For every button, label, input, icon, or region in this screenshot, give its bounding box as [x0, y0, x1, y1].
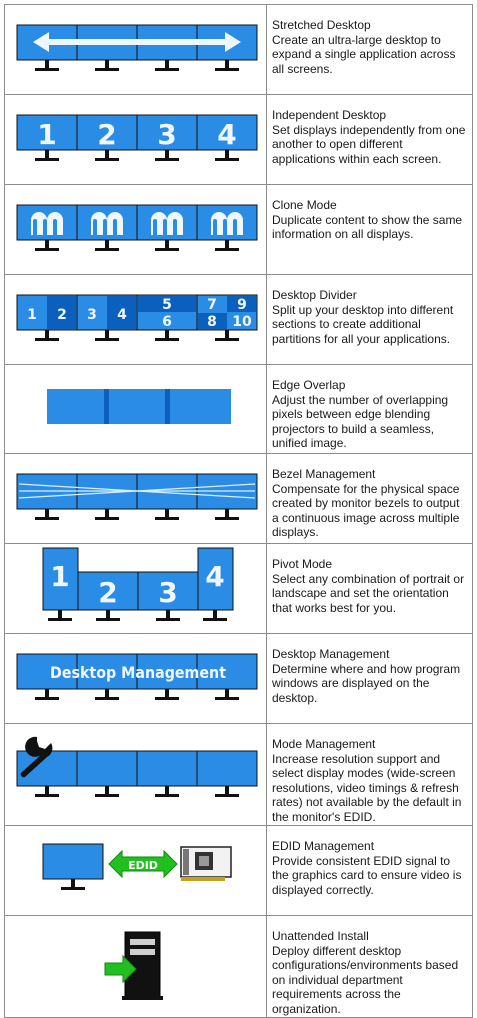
feature-description: Select any combination of portrait or landscape and set the orientation that works best for you. [272, 571, 465, 615]
partition-number: 2 [57, 307, 67, 323]
feature-title: Desktop Divider [272, 288, 357, 302]
numbered-monitors-icon [5, 95, 266, 184]
feature-title: Clone Mode [272, 198, 337, 212]
feature-description: Adjust the number of overlapping pixels between edge blending projectors to build a seamless, unified image. [272, 392, 449, 451]
feature-title: Edge Overlap [272, 378, 346, 392]
feature-title: Independent Desktop [272, 108, 387, 122]
monitor-number: 3 [157, 118, 177, 151]
feature-title: Stretched Desktop [272, 18, 371, 32]
monitor-number: 3 [158, 576, 178, 609]
feature-row-bezel [5, 454, 473, 544]
feature-description: Duplicate content to show the same information on all displays. [272, 212, 463, 242]
partition-number: 3 [87, 307, 97, 323]
feature-row-edid [5, 826, 473, 916]
feature-row-divider [5, 275, 473, 365]
monitor-number: 1 [50, 560, 70, 593]
feature-description: Deploy different desktop configurations/environments based on individual department requirements across the organization. [272, 943, 459, 1016]
partition-number: 1 [27, 307, 37, 323]
partition-number: 7 [207, 297, 217, 313]
feature-title: Bezel Management [272, 467, 376, 481]
feature-title: Desktop Management [272, 647, 390, 661]
wrench-illustration [5, 724, 266, 825]
partition-number: 5 [162, 297, 172, 313]
feature-row-stretched [5, 5, 473, 95]
desktop-management-icon [5, 634, 266, 723]
feature-row-independent [5, 95, 473, 185]
desktop-management-banner: Desktop Management [50, 663, 227, 682]
partition-number: 10 [232, 314, 252, 330]
double-arrow-icon [5, 5, 266, 94]
feature-description: Provide consistent EDID signal to the graphics card to ensure video is displayed correctly. [272, 853, 462, 897]
logo-m-icon [5, 185, 266, 274]
feature-row-install [5, 916, 473, 1018]
monitor-number: 1 [37, 118, 57, 151]
feature-description: Set displays independently from one another to open different applications within each screen. [272, 122, 466, 166]
edid-badge: EDID [128, 859, 158, 872]
monitor-number: 4 [205, 560, 225, 593]
partition-number: 8 [207, 314, 217, 330]
feature-row-overlap [5, 365, 473, 454]
feature-row-clone [5, 185, 473, 275]
feature-title: Mode Management [272, 737, 376, 751]
feature-row-desktop-management [5, 634, 473, 724]
feature-description: Determine where and how program windows are displayed on the desktop. [272, 661, 461, 705]
monitor-number: 2 [97, 118, 117, 151]
edid-arrow-icon [5, 826, 266, 915]
projector-blend-icon [5, 365, 266, 453]
feature-table [4, 4, 473, 1018]
feature-title: Unattended Install [272, 929, 369, 943]
pivot-monitors-icon [5, 544, 266, 633]
monitor-number: 4 [217, 118, 237, 151]
partition-icon [5, 275, 266, 364]
graphics-card-icon [181, 847, 231, 881]
feature-row-pivot [5, 544, 473, 634]
partition-number: 6 [162, 314, 172, 330]
feature-title: EDID Management [272, 839, 375, 853]
monitor-number: 2 [98, 576, 118, 609]
bezel-lines-icon [5, 454, 266, 543]
feature-description: Create an ultra-large desktop to expand a single application across all screens. [272, 32, 456, 76]
partition-number: 9 [237, 297, 247, 313]
partition-number: 4 [117, 307, 127, 323]
feature-description: Increase resolution support and select display modes (wide-screen resolutions, video timings & refresh rates) not available by the default in the monitor's EDID. [272, 751, 462, 824]
pc-tower-icon [5, 916, 266, 1017]
feature-description: Split up your desktop into different sections to create additional partitions for all your applications. [272, 302, 454, 346]
feature-row-mode-management [5, 724, 473, 826]
feature-description: Compensate for the physical space created by monitor bezels to output a continuous image across multiple displays. [272, 481, 460, 540]
feature-title: Pivot Mode [272, 557, 333, 571]
